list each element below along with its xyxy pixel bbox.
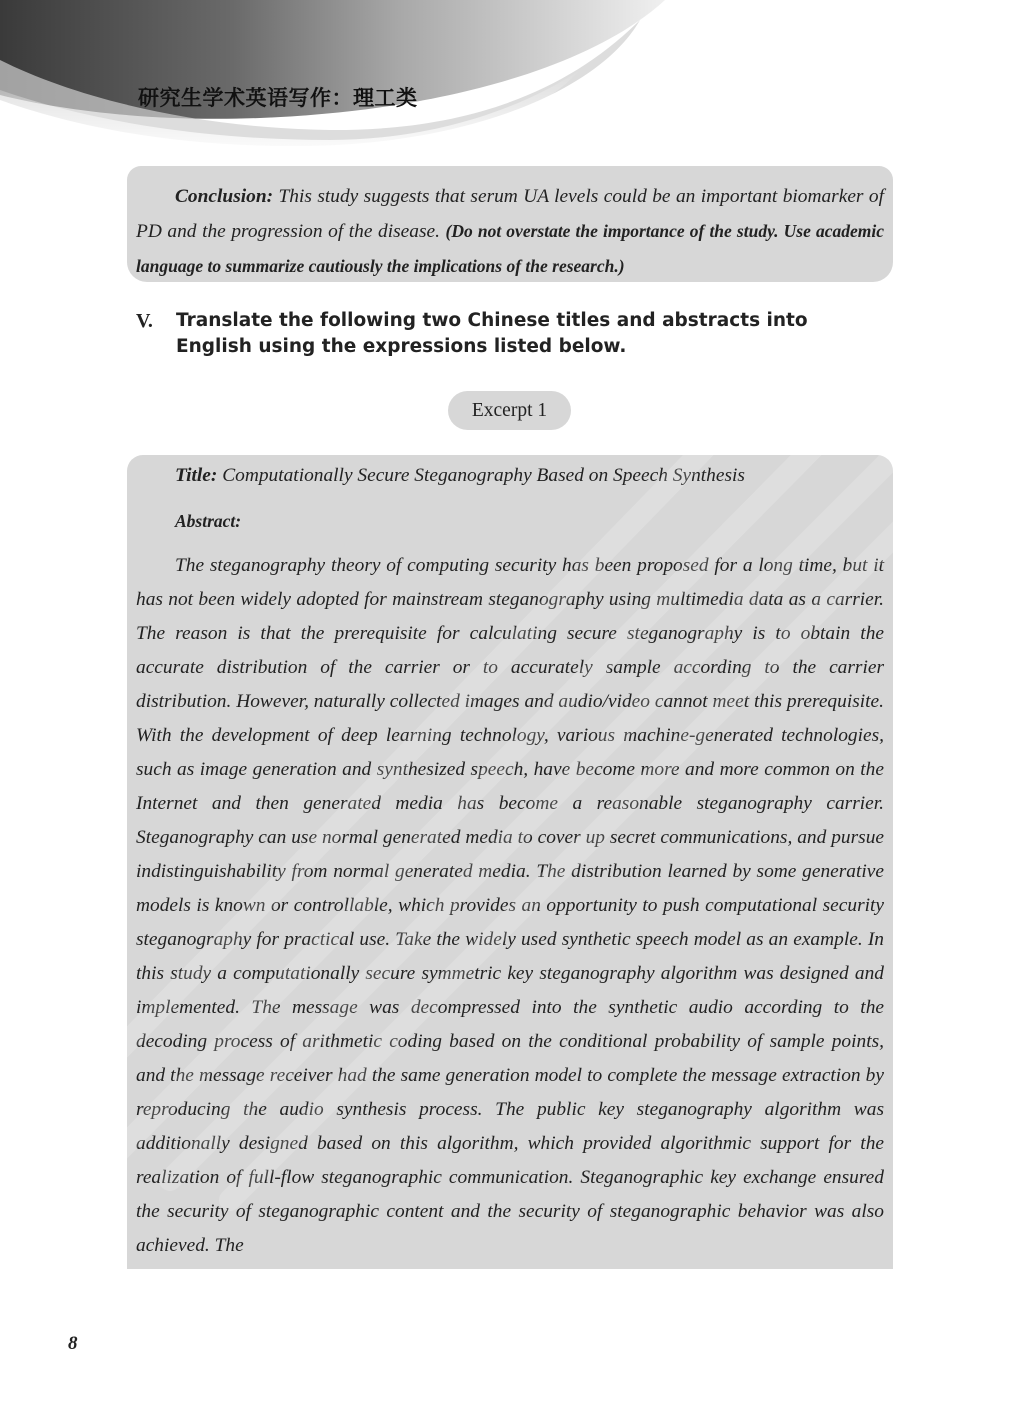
excerpt-title-line (136, 459, 884, 493)
conclusion-note: (Do not overstate the importance of the study. Use academic language to summarize cautiously the implications of the research.) (136, 221, 884, 276)
page-number: 8 (68, 1333, 78, 1354)
excerpt-box (127, 455, 893, 1269)
excerpt-title-text: Computationally Secure Steganography Based on Speech Synthesis (217, 465, 745, 486)
conclusion-box (127, 166, 893, 282)
excerpt-title-label: Title: (175, 465, 218, 486)
exercise-instruction: Translate the following two Chinese titles and abstracts into English using the expressions listed below. (176, 310, 808, 357)
running-head: 研究生学术英语写作：理工类 (138, 86, 418, 110)
exercise-number: V. (136, 310, 153, 332)
conclusion-label: Conclusion: (175, 186, 274, 207)
abstract-label: Abstract: (175, 511, 242, 531)
exercise-heading (136, 308, 886, 360)
excerpt-label-pill: Excerpt 1 (448, 391, 571, 430)
conclusion-text: This study suggests that serum UA levels could be an important biomarker of PD and the progression of the disease. (136, 186, 884, 242)
abstract-paragraph: The steganography theory of computing security has been proposed for a long time, but it has not been widely adopted for mainstream steganography using multimedia data as a carrier. The reason is that the prerequisite for calculating secure steganography is to obtain the accurate distribution of the carrier or to accurately sample according to the carrier distribution. However, naturally collected images and audio/video cannot meet this prerequisite. With the development of deep learning technology, various machine-generated technologies, such as image generation and synthesized speech, have become more and more common on the Internet and then generated media has become a reasonable steganography carrier. Steganography can use normal generated media to cover up secret communications, and pursue indistinguishability from normal generated media. The distribution learned by some generative models is known or controllable, which provides an opportunity to push computational security steganography for practical use. Take the widely used synthetic speech model as an example. In this study a computationally secure symmetric key steganography algorithm was designed and implemented. The message was decompressed into the synthetic audio according to the decoding process of arithmetic coding based on the conditional probability of sample points, and the message receiver had the same generation model to complete the message extraction by reproducing the audio synthesis process. The public key steganography algorithm was additionally designed based on this algorithm, which provided algorithmic support for the realization of full-flow steganographic communication. Steganographic key exchange ensured the security of steganographic content and the security of steganographic behavior was also achieved. The (136, 555, 884, 1256)
conclusion-paragraph (136, 180, 884, 284)
header-swoosh-decoration (0, 0, 1020, 150)
